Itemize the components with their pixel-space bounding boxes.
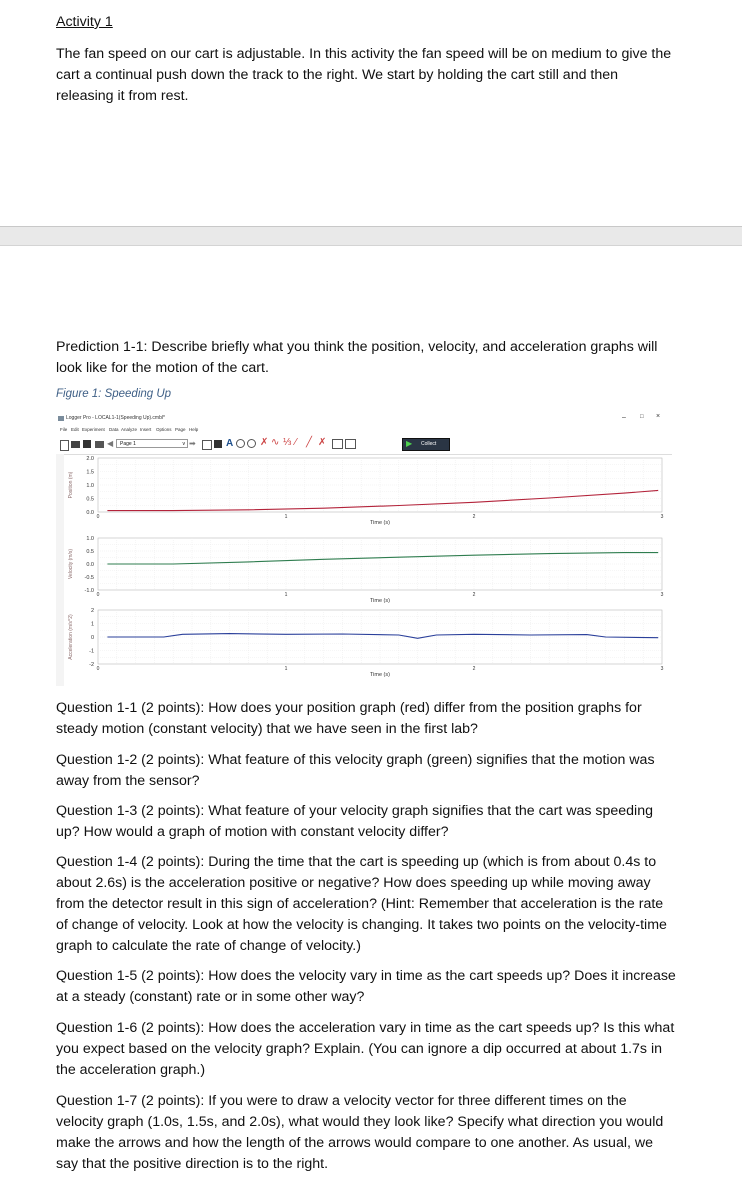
integral-icon[interactable]: ⅓	[283, 437, 292, 448]
y-tick-label: 0.0	[86, 562, 94, 568]
logger-pro-screenshot	[56, 412, 672, 686]
zoom-out-icon[interactable]	[247, 439, 256, 448]
collect-label: Collect	[421, 441, 437, 447]
linear-fit-icon[interactable]: ╱	[306, 437, 313, 448]
zoom-in-icon[interactable]	[236, 439, 245, 448]
y-tick-label: 0.5	[86, 549, 94, 555]
menu-experiment[interactable]: Experiment	[82, 427, 105, 432]
x-tick-label: 3	[660, 666, 664, 672]
statistics-icon[interactable]: ⁄	[295, 437, 297, 448]
print-icon[interactable]	[95, 441, 104, 448]
model-icon[interactable]	[332, 439, 343, 449]
x-axis-label: Time (s)	[370, 598, 390, 604]
question-1-6: Question 1-6 (2 points): How does the acceleration vary in time as the cart speeds up? Is this what you expect based on the velocity graph? Explain. (You can ignore a dip occurred at about 1.7s in the acceleration graph.)	[56, 1020, 675, 1078]
x-tick-label: 0	[96, 666, 100, 672]
graph-panel-1	[68, 456, 664, 526]
y-tick-label: 0.5	[86, 496, 94, 503]
question-1-5: Question 1-5 (2 points): How does the velocity vary in time as the cart speeds up? Does it increase at a steady (constant) rate or in some other way?	[56, 968, 676, 1005]
menu-analyze[interactable]: Analyze	[121, 427, 138, 432]
y-tick-label: 2	[90, 608, 94, 614]
minimize-icon[interactable]: –	[622, 414, 626, 421]
photo-icon[interactable]	[345, 439, 356, 449]
app-toolbar	[56, 436, 672, 455]
menu-options[interactable]: Options	[156, 427, 172, 432]
x-tick-label: 1	[284, 592, 288, 598]
figure-caption: Figure 1: Speeding Up	[56, 388, 172, 400]
activity-title: Activity 1	[56, 14, 113, 30]
y-tick-label: 1	[90, 621, 94, 628]
x-axis-label: Time (s)	[370, 520, 390, 526]
table-icon[interactable]	[202, 440, 212, 450]
y-tick-label: -1.0	[84, 588, 94, 594]
y-axis-label: Acceleration (m/s^2)	[68, 614, 74, 660]
new-file-icon[interactable]	[60, 440, 69, 451]
x-tick-label: 3	[660, 514, 664, 520]
y-tick-label: 1.0	[86, 536, 94, 542]
menu-help[interactable]: Help	[189, 427, 199, 432]
y-tick-label: 1.5	[86, 469, 94, 476]
page-back-icon[interactable]: ◀	[107, 439, 114, 448]
graph-panel-2	[68, 536, 664, 604]
close-icon[interactable]: ×	[656, 413, 661, 420]
y-tick-label: 0	[90, 635, 94, 641]
page-select-value: Page 1	[120, 441, 136, 447]
app-menubar	[56, 426, 672, 436]
question-1-7: Question 1-7 (2 points): If you were to draw a velocity vector for three different times on the velocity graph (1.0s, 1.5s, and 2.0s), what would they look like? Specify what direction you would make the arrows and how the length of the arrows would compare to one another. As usual, we say that the positive direction is to the right.	[56, 1093, 664, 1172]
open-folder-icon[interactable]	[71, 441, 80, 448]
tangent-icon[interactable]: ∿	[271, 437, 280, 448]
chevron-down-icon: v	[182, 441, 185, 447]
y-tick-label: 2.0	[86, 456, 94, 462]
logger-graphs	[56, 454, 672, 686]
graph-side-strip	[56, 454, 64, 686]
maximize-icon[interactable]: □	[640, 414, 644, 420]
text-annotation-icon[interactable]: A	[226, 438, 234, 449]
question-1-4: Question 1-4 (2 points): During the time that the cart is speeding up (which is from about 0.4s to about 2.6s) is the acceleration positive or negative? How does speeding up while moving away from the detector result in this sign of acceleration? (Hint: Remember that acceleration is the rate of change of velocity. Look at how the velocity is changing. It takes two points on the velocity-time graph to calculate the rate of change of velocity.)	[56, 854, 667, 954]
x-tick-label: 3	[660, 592, 664, 598]
prediction-text: Prediction 1-1: Describe briefly what you think the position, velocity, and acceleration graphs will look like for the motion of the cart.	[56, 339, 658, 376]
menu-file[interactable]: File	[60, 427, 68, 432]
y-axis-label: Velocity (m/s)	[68, 548, 74, 580]
menu-insert[interactable]: Insert	[140, 427, 152, 432]
y-tick-label: -1	[89, 648, 94, 655]
app-icon	[58, 416, 64, 421]
menu-page[interactable]: Page	[175, 427, 186, 432]
menu-edit[interactable]: Edit	[71, 427, 79, 432]
examine-icon[interactable]: ✗	[260, 437, 269, 448]
x-tick-label: 2	[472, 514, 476, 520]
y-tick-label: -0.5	[84, 575, 94, 581]
graph-panel-3	[68, 608, 664, 678]
y-tick-label: 0.0	[86, 510, 94, 516]
y-tick-label: -2	[89, 662, 94, 668]
question-1-2: Question 1-2 (2 points): What feature of this velocity graph (green) signifies that the motion was away from the sensor?	[56, 752, 655, 789]
x-axis-label: Time (s)	[370, 672, 390, 678]
x-tick-label: 0	[96, 514, 100, 520]
x-tick-label: 2	[472, 666, 476, 672]
page-forward-icon[interactable]: ➡	[189, 439, 196, 448]
y-tick-label: 1.0	[86, 483, 94, 489]
y-axis-label: Position (m)	[68, 471, 74, 499]
x-tick-label: 2	[472, 592, 476, 598]
curve-fit-icon[interactable]: ✗	[318, 437, 327, 448]
x-tick-label: 1	[284, 514, 288, 520]
question-1-3: Question 1-3 (2 points): What feature of your velocity graph signifies that the cart was speeding up? How would a graph of motion with constant velocity differ?	[56, 803, 653, 840]
menu-data[interactable]: Data	[109, 427, 119, 432]
page-separator	[0, 226, 742, 246]
app-titlebar	[56, 412, 672, 426]
window-title: Logger Pro - LOCAL1-1(Speeding Up).cmbl*	[66, 415, 165, 421]
question-1-1: Question 1-1 (2 points): How does your position graph (red) differ from the position graphs for steady motion (constant velocity) that we have seen in the first lab?	[56, 700, 642, 737]
collect-button[interactable]	[402, 438, 450, 451]
page-select[interactable]	[116, 439, 188, 448]
activity-intro: The fan speed on our cart is adjustable. In this activity the fan speed will be on medium to give the cart a continual push down the track to the right. We start by holding the cart still and then releasing it from rest.	[56, 46, 672, 104]
x-tick-label: 1	[284, 666, 288, 672]
play-icon: ▶	[406, 439, 413, 448]
graph-icon[interactable]	[214, 440, 222, 448]
save-icon[interactable]	[83, 440, 91, 448]
x-tick-label: 0	[96, 592, 100, 598]
